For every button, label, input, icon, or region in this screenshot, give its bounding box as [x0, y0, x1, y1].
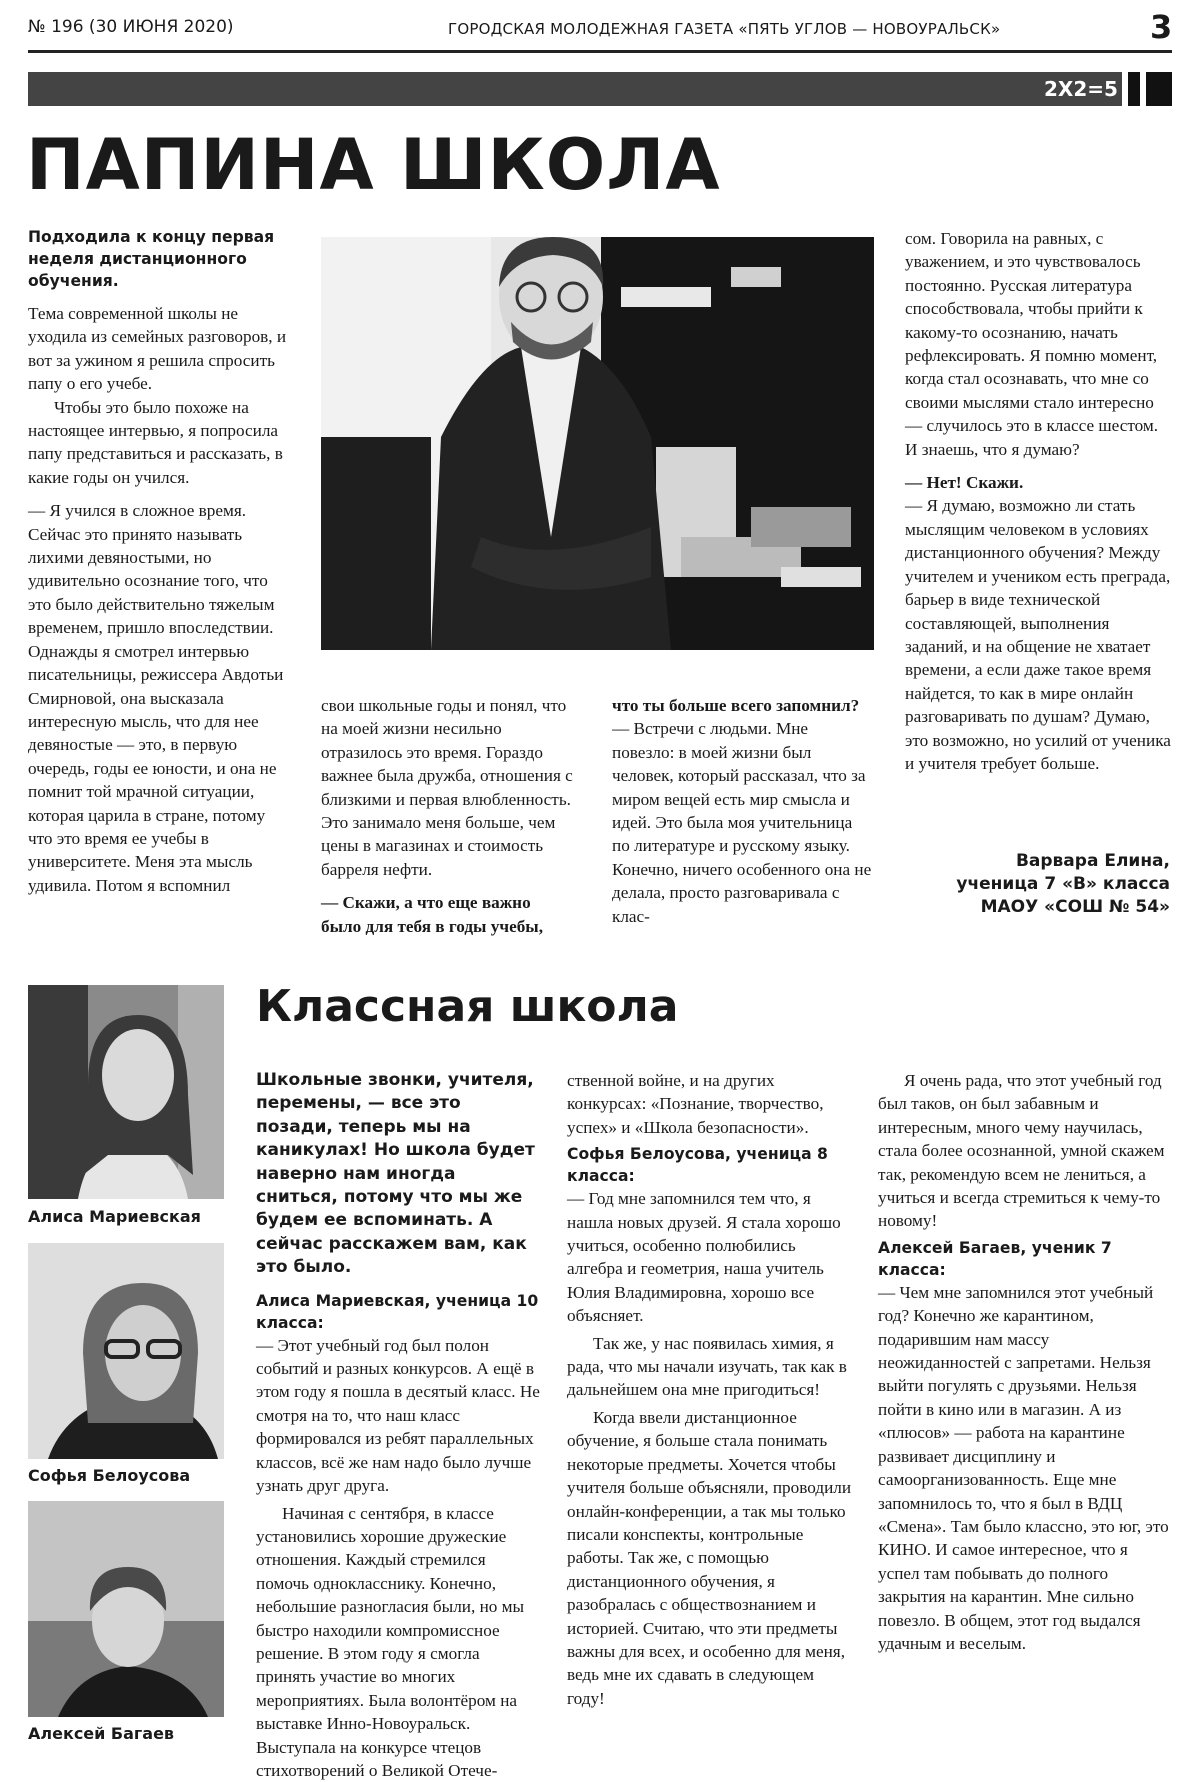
article-column-3: [612, 694, 874, 928]
header-rule: [28, 50, 1172, 53]
author-name: Варвара Елина,: [900, 850, 1170, 873]
paragraph: — Я думаю, возможно ли стать мыслящим человеком в условиях дистанционного обучения? Между учителем и учеником есть преграда, барьер в виде технической составляющей, выполнения заданий, и на общение не хватает времени, а если даже такое время найдется, то как в мире онлайн разговаривать по душам? Думаю, это возможно, но усилий от ученика и учителя требует больше.: [905, 494, 1171, 775]
author-signature: [900, 850, 1170, 919]
newspaper-name: ГОРОДСКАЯ МОЛОДЕЖНАЯ ГАЗЕТА «ПЯТЬ УГЛОВ — НОВОУРАЛЬСК»: [448, 20, 1000, 38]
rubric-label: 2Х2=5: [1044, 77, 1118, 101]
interview-question: — Нет! Скажи.: [905, 471, 1171, 494]
paragraph: Так же, у нас появилась химия, я рада, что мы начали изучать, так как в дальнейшем она мне пригодиться!: [567, 1332, 852, 1402]
article-column-2: [321, 694, 575, 938]
rubric-block: [1128, 72, 1140, 106]
article2-column-2: [567, 1069, 852, 1710]
author-school: МАОУ «СОШ № 54»: [900, 896, 1170, 919]
article-column-1: [28, 226, 290, 897]
paragraph: Начиная с сентября, в классе установились хорошие дружеские отношения. Каждый стремился помочь однокласснику. Конечно, небольшие разногласия были, но мы быстро находили компромиссное решение. В этом году я смогла принять участие во многих мероприятиях. Была волонтёром на выставке Инно-Новоуральск. Выступала на конкурсе чтецов стихотворений о Великой Отече-: [256, 1502, 540, 1782]
portrait-alisa: [28, 985, 224, 1199]
portrait-caption: Алиса Мариевская: [28, 1207, 201, 1226]
portrait-sofya: [28, 1243, 224, 1459]
article-title: Классная школа: [256, 985, 678, 1029]
interview-question: — Скажи, а что еще важно было для тебя в годы учебы,: [321, 891, 575, 938]
speaker-name: Алиса Мариевская, ученица 10 класса:: [256, 1290, 540, 1334]
article-title: ПАПИНА ШКОЛА: [26, 130, 721, 200]
paragraph: свои школьные годы и понял, что на моей жизни несильно отразилось это время. Гораздо важнее была дружба, отношения с близкими и первая влюбленность. Это занимало меня больше, чем цены в магазинах и стоимость барреля нефти.: [321, 694, 575, 881]
article-column-4: [905, 227, 1171, 775]
portrait-caption: Алексей Багаев: [28, 1724, 174, 1743]
page-number: 3: [1150, 8, 1172, 46]
paragraph: Когда ввели дистанционное обучение, я больше стала понимать некоторые предметы. Хочется чтобы учителя больше объясняли, проводили онлайн-конференции, а так мы только писали конспекты, контрольные работы. Так же, с помощью дистанционного обучения, я разобралась с обществознанием и историей. Считаю, что эти предметы важны для всех, и особенно для меня, ведь мне их сдавать в следующем году!: [567, 1406, 852, 1710]
article2-column-3: [878, 1069, 1172, 1655]
rubric-bar: [28, 72, 1122, 106]
paragraph: ственной войне, и на других конкурсах: «Познание, творчество, успех» и «Школа безопасности».: [567, 1069, 852, 1139]
portrait-aleksey: [28, 1501, 224, 1717]
paragraph: — Год мне запомнился тем что, я нашла новых друзей. Я стала хорошо учиться, особенно полюбились алгебра и геометрия, наша учитель Юлия Владимировна, хорошо все объясняет.: [567, 1187, 852, 1327]
speaker-name: Алексей Багаев, ученик 7 класса:: [878, 1237, 1172, 1281]
paragraph: Я очень рада, что этот учебный год был таков, он был забавным и интересным, много чему научилась, стала более осознанной, умной скажем так, рекомендую всем не лениться, а учиться и всегда стремиться к чему-то новому!: [878, 1069, 1172, 1233]
article-lead: Подходила к концу первая неделя дистанционного обучения.: [28, 226, 290, 292]
paragraph: — Встречи с людьми. Мне повезло: в моей жизни был человек, который рассказал, что за миром вещей есть мир смысла и идей. Это была моя учительница по литературе и русскому языку. Конечно, ничего особенного она не делала, просто разговаривала с клас-: [612, 717, 874, 928]
paragraph: — Чем мне запомнился этот учебный год? Конечно же карантином, подарившим нам массу неожиданностей с запретами. Нельзя выйти погулять с друзьями. Нельзя пойти в кино или в магазин. А из «плюсов» — работа на карантине развивает дисциплину и самоорганизованность. Еще мне запомнилось то, что я был в ВДЦ «Смена». Там было классно, это юг, это КИНО. И самое интересное, что я успел там побывать до полного закрытия на карантин. Мне сильно повезло. В общем, этот год выдался удачным и веселым.: [878, 1281, 1172, 1656]
portrait-caption: Софья Белоусова: [28, 1466, 190, 1485]
paragraph: сом. Говорила на равных, с уважением, и это чувствовалось постоянно. Русская литература способствовала, чтобы прийти к какому-то осознанию, начать рефлексировать. Я помню момент, когда стал осознавать, что мне со своими мыслями стало интересно — случилось это в классе шестом. И знаешь, что я думаю?: [905, 227, 1171, 461]
father-photo: [321, 237, 874, 650]
speaker-name: Софья Белоусова, ученица 8 класса:: [567, 1143, 852, 1187]
portrait-sofya-graphic: [28, 1243, 224, 1459]
rubric-block: [1146, 72, 1172, 106]
issue-number: № 196 (30 ИЮНЯ 2020): [28, 17, 234, 37]
article2-column-1: [256, 1069, 540, 1782]
article-lead: Школьные звонки, учителя, перемены, — все это позади, теперь мы на каникулах! Но школа будет наверно нам иногда сниться, потому что мы же будем ее вспоминать. А сейчас расскажем вам, как это было.: [256, 1069, 540, 1280]
paragraph: — Этот учебный год был полон событий и разных конкурсов. А ещё в этом году я пошла в десятый класс. Не смотря на то, что наш класс формировался из ребят параллельных классов, всё же нам надо было лучше узнать друг друга.: [256, 1334, 540, 1498]
paragraph: — Я учился в сложное время. Сейчас это принято называть лихими девяностыми, но удивительно осознание того, что это было действительно тяжелым временем, пришло впоследствии. Однажды я смотрел интервью писательницы, режиссера Авдотьи Смирновой, она высказала интересную мысль, что для нее девяностые — это, в первую очередь, годы ее юности, и она не помнит той мрачной ситуации, которая царила в стране, потому что это время ее учебы в университете. Меня эта мысль удивила. Потом я вспомнил: [28, 499, 290, 897]
paragraph: Тема современной школы не уходила из семейных разговоров, и вот за ужином я решила спросить папу о его учебе.: [28, 302, 290, 396]
portrait-alisa-graphic: [28, 985, 224, 1199]
interview-question: что ты больше всего запомнил?: [612, 694, 874, 717]
portrait-aleksey-graphic: [28, 1501, 224, 1717]
author-class: ученица 7 «В» класса: [900, 873, 1170, 896]
paragraph: Чтобы это было похоже на настоящее интервью, я попросила папу представиться и рассказать, в какие годы он учился.: [28, 396, 290, 490]
father-photo-graphic: [321, 237, 874, 650]
